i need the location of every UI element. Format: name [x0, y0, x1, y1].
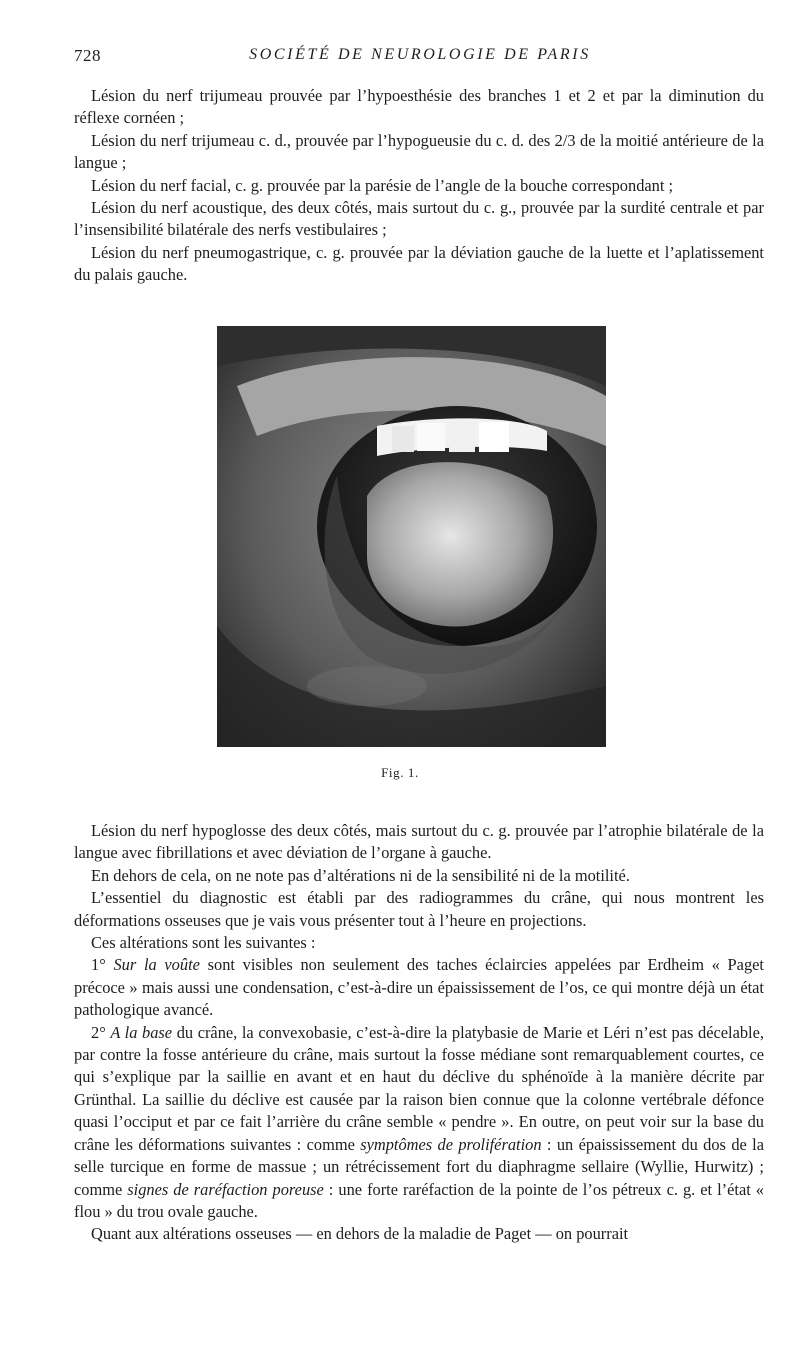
paragraph-acoustic: Lésion du nerf acoustique, des deux côtés, mais surtout du c. g., prouvée par la surdité centrale et par l’insensibilité bilatérale des nerfs vestibulaires ; [74, 198, 764, 240]
figure-caption: Fig. 1. [381, 765, 419, 780]
page-header [0, 44, 800, 70]
figure-photograph [217, 326, 606, 747]
mouth-tongue-photo [217, 326, 606, 747]
paragraph-radiograms: L’essentiel du diagnostic est établi par des radiogrammes du crâne, qui nous montrent les déformations osseuses que je vais vous présenter tout à l’heure en projections. [74, 888, 764, 930]
paragraph-text: : une forte raréfaction de la pointe de l’os pétreux c. g. et l’état « flou » du trou ovale gauche. [74, 1179, 764, 1221]
paragraph-bone-alterations: Quant aux altérations osseuses — en dehors de la maladie de Paget — on pourrait [91, 1224, 629, 1244]
italic-term: signes de raréfaction poreuse [127, 1179, 324, 1199]
paragraph-sensibility: En dehors de cela, on ne note pas d’altérations ni de la sensibilité ni de la motilité. [91, 865, 630, 885]
paragraph-trigeminal-2: Lésion du nerf trijumeau c. d., prouvée par l’hypogueusie du c. d. des 2/3 de la moitié antérieure de la langue ; [74, 130, 764, 173]
paragraph-text: du crâne, la convexobasie, c’est-à-dire la platybasie de Marie et Léri n’est pas décelable, par contre la fosse antérieure du crâne, mais surtout la fosse médiane sont remarquablement courtes, ce qui s’explique par la saillie en avant et en haut du déclive du sphénoïde à la manière décrite par Grünthal. La saillie du déclive est causée par la raison bien connue que la colonne vertébrale défonce quasi l’occiput et par ce fait l’arrière du crâne semble « pendre ». En outre, on peut voir sur la base du crâne les déformations suivantes : comme [74, 1022, 764, 1154]
paragraph-trigeminal-1: Lésion du nerf trijumeau prouvée par l’hypoesthésie des branches 1 et 2 et par la diminution du réflexe cornéen ; [74, 86, 764, 128]
bottom-text-block [74, 820, 764, 1246]
paragraph-facial: Lésion du nerf facial, c. g. prouvée par la parésie de l’angle de la bouche correspondant ; [91, 175, 674, 195]
paragraph-hypoglossal: Lésion du nerf hypoglosse des deux côtés, mais surtout du c. g. prouvée par l’atrophie bilatérale de la langue avec fibrillations et avec déviation de l’organe à gauche. [74, 821, 764, 863]
page-number: 728 [74, 46, 101, 65]
paragraph-vagus: Lésion du nerf pneumogastrique, c. g. prouvée par la déviation gauche de la luette et l’aplatissement du palais gauche. [74, 242, 764, 285]
italic-term: symptômes de prolifération [360, 1134, 542, 1154]
paragraph-base [74, 1022, 764, 1224]
list-number: 1° [91, 955, 106, 975]
italic-lead: A la base [110, 1022, 173, 1042]
paragraph-vault [74, 954, 764, 1021]
top-text-block [74, 85, 764, 287]
list-number: 2° [91, 1022, 106, 1042]
running-title: SOCIÉTÉ DE NEUROLOGIE DE PARIS [249, 46, 591, 63]
paragraph-text: sont visibles non seulement des taches éclaircies appelées par Erdheim « Paget précoce » mais aussi une condensation, c’est-à-dire un épaississement de l’os, ce qui montre déjà un état pathologique avancé. [74, 955, 764, 1020]
paragraph-text: : un épaississement du dos de la selle turcique en forme de massue ; un rétrécissement fort du diaphragme sellaire (Wyllie, Hurwitz) ; comme [74, 1134, 764, 1199]
italic-lead: Sur la voûte [113, 955, 200, 975]
paragraph-alterations-intro: Ces altérations sont les suivantes : [91, 933, 316, 953]
